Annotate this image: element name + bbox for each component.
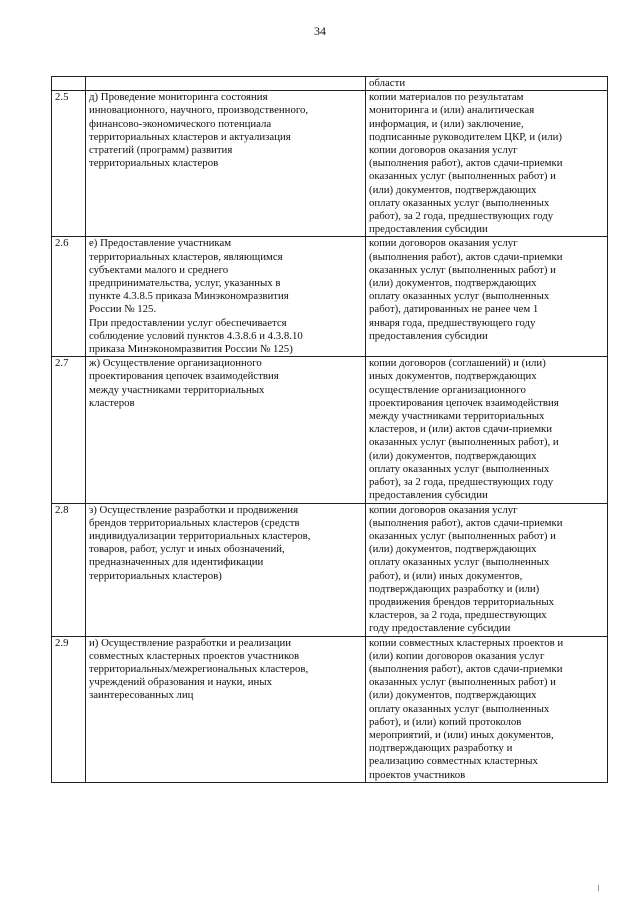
- documents-line: году предоставление субсидии: [369, 622, 511, 635]
- documents-cell: [366, 77, 608, 91]
- table-row: [52, 357, 608, 503]
- documents-cell: [366, 237, 608, 357]
- activity-line: совместных кластерных проектов участников: [89, 649, 300, 662]
- activity-line: финансово-экономического потенциала: [89, 117, 272, 130]
- documents-line: копии договоров (соглашений) и (или): [369, 357, 546, 370]
- documents-line: проектирования цепочек взаимодействия: [369, 396, 559, 409]
- scan-mark: [598, 885, 599, 891]
- documents-line: оплату оказанных услуг (выполненных: [369, 556, 550, 569]
- activity-line: инновационного, научного, производственного,: [89, 104, 309, 117]
- activity-line: учреждений образования и науки, иных: [89, 676, 272, 689]
- table-row: [52, 636, 608, 782]
- activity-line: территориальных кластеров): [89, 569, 222, 582]
- activity-cell: [86, 91, 366, 237]
- documents-line: копии совместных кластерных проектов и: [369, 636, 564, 649]
- activity-cell: [86, 636, 366, 782]
- documents-line: работ), за 2 года, предшествующих году: [369, 476, 554, 489]
- activity-cell: [86, 77, 366, 91]
- documents-line: (выполнения работ), актов сдачи-приемки: [369, 662, 563, 675]
- item-number: 2.7: [52, 357, 86, 503]
- documents-line: работ), датированных не ранее чем 1: [369, 303, 539, 316]
- documents-line: проектов участников: [369, 768, 466, 781]
- activity-line: приказа Минэкономразвития России № 125): [89, 343, 293, 356]
- documents-line: (или) документов, подтверждающих: [369, 449, 537, 462]
- activity-line: При предоставлении услуг обеспечивается: [89, 316, 287, 329]
- table-row: [52, 77, 608, 91]
- documents-line: предоставления субсидии: [369, 489, 488, 502]
- activity-line: территориальных кластеров: [89, 157, 219, 170]
- documents-line: кластеров, за 2 года, предшествующих: [369, 609, 547, 622]
- documents-line: (или) копии договоров оказания услуг: [369, 649, 545, 662]
- item-number: 2.5: [52, 91, 86, 237]
- documents-line: мониторинга и (или) аналитическая: [369, 104, 535, 117]
- documents-cell: [366, 357, 608, 503]
- activity-line: проектирования цепочек взаимодействия: [89, 370, 279, 383]
- activity-line: предназначенных для идентификации: [89, 556, 264, 569]
- documents-line: работ), и (или) копий протоколов: [369, 715, 522, 728]
- documents-line: копии договоров оказания услуг: [369, 237, 518, 250]
- activity-line: предпринимательства, услуг, указанных в: [89, 277, 281, 290]
- documents-line: копии договоров оказания услуг: [369, 503, 518, 516]
- activity-line: территориальных/межрегиональных кластеров,: [89, 662, 309, 675]
- activity-cell: [86, 237, 366, 357]
- activity-line: между участниками территориальных: [89, 383, 265, 396]
- documents-line: (выполнения работ), актов сдачи-приемки: [369, 157, 563, 170]
- activity-line: пункте 4.3.8.5 приказа Минэкономразвития: [89, 290, 289, 303]
- activity-line: России № 125.: [89, 303, 157, 316]
- documents-line: оплату оказанных услуг (выполненных: [369, 290, 550, 303]
- documents-line: января года, предшествующего году: [369, 316, 536, 329]
- table-body: [52, 77, 608, 783]
- documents-line: мероприятий, и (или) иных документов,: [369, 728, 554, 741]
- activity-line: е) Предоставление участникам: [89, 237, 232, 250]
- documents-line: оплату оказанных услуг (выполненных: [369, 196, 550, 209]
- documents-line: между участниками территориальных: [369, 410, 545, 423]
- activity-line: территориальных кластеров, являющимся: [89, 250, 283, 263]
- documents-line: иных документов, подтверждающих: [369, 370, 537, 383]
- activity-line: товаров, работ, услуг и иных обозначений,: [89, 543, 285, 556]
- item-number: 2.8: [52, 503, 86, 636]
- documents-line: продвижения брендов территориальных: [369, 595, 554, 608]
- documents-line: информация, и (или) заключение,: [369, 117, 524, 130]
- activity-line: д) Проведение мониторинга состояния: [89, 91, 268, 104]
- documents-line: оказанных услуг (выполненных работ) и: [369, 170, 556, 183]
- documents-line: работ), и (или) иных документов,: [369, 569, 523, 582]
- activity-line: территориальных кластеров и актуализация: [89, 130, 291, 143]
- activity-line: субъектами малого и среднего: [89, 263, 229, 276]
- documents-cell: [366, 91, 608, 237]
- item-number: 2.9: [52, 636, 86, 782]
- documents-line: подписанные руководителем ЦКР, и (или): [369, 130, 562, 143]
- activity-cell: [86, 357, 366, 503]
- documents-line: предоставления субсидии: [369, 223, 488, 236]
- table-row: [52, 91, 608, 237]
- activity-cell: [86, 503, 366, 636]
- activity-line: и) Осуществление разработки и реализации: [89, 636, 292, 649]
- documents-line: (или) документов, подтверждающих: [369, 689, 537, 702]
- item-number: 2.6: [52, 237, 86, 357]
- activity-line: индивидуализации территориальных кластеров,: [89, 529, 311, 542]
- documents-line: области: [369, 77, 406, 89]
- activity-line: з) Осуществление разработки и продвижения: [89, 503, 299, 516]
- documents-cell: [366, 636, 608, 782]
- documents-line: оплату оказанных услуг (выполненных: [369, 462, 550, 475]
- page-number: 34: [314, 24, 326, 38]
- item-number: [52, 77, 86, 91]
- documents-line: (или) документов, подтверждающих: [369, 183, 537, 196]
- documents-line: оказанных услуг (выполненных работ) и: [369, 529, 556, 542]
- documents-line: оплату оказанных услуг (выполненных: [369, 702, 550, 715]
- documents-cell: [366, 503, 608, 636]
- documents-line: (выполнения работ), актов сдачи-приемки: [369, 516, 563, 529]
- activity-line: брендов территориальных кластеров (средств: [89, 516, 300, 529]
- documents-line: (или) документов, подтверждающих: [369, 543, 537, 556]
- activity-line: кластеров: [89, 396, 135, 409]
- activity-line: соблюдение условий пунктов 4.3.8.6 и 4.3.8.10: [89, 329, 303, 342]
- documents-line: подтверждающих разработку и: [369, 742, 513, 755]
- requirements-table: [51, 76, 608, 783]
- documents-line: (или) документов, подтверждающих: [369, 277, 537, 290]
- documents-line: оказанных услуг (выполненных работ) и: [369, 263, 556, 276]
- documents-line: (выполнения работ), актов сдачи-приемки: [369, 250, 563, 263]
- documents-line: оказанных услуг (выполненных работ) и: [369, 676, 556, 689]
- documents-line: копии договоров оказания услуг: [369, 144, 518, 157]
- documents-line: кластеров, и (или) актов сдачи-приемки: [369, 423, 553, 436]
- documents-line: оказанных услуг (выполненных работ), и: [369, 436, 559, 449]
- documents-line: реализацию совместных кластерных: [369, 755, 538, 768]
- table-row: [52, 503, 608, 636]
- activity-line: ж) Осуществление организационного: [89, 357, 262, 370]
- documents-line: копии материалов по результатам: [369, 91, 524, 104]
- documents-line: предоставления субсидии: [369, 329, 488, 342]
- documents-line: подтверждающих разработку и (или): [369, 582, 540, 595]
- activity-line: заинтересованных лиц: [89, 689, 194, 702]
- documents-line: осуществление организационного: [369, 383, 526, 396]
- table-row: [52, 237, 608, 357]
- activity-line: стратегий (программ) развития: [89, 144, 233, 157]
- documents-line: работ), за 2 года, предшествующих году: [369, 210, 554, 223]
